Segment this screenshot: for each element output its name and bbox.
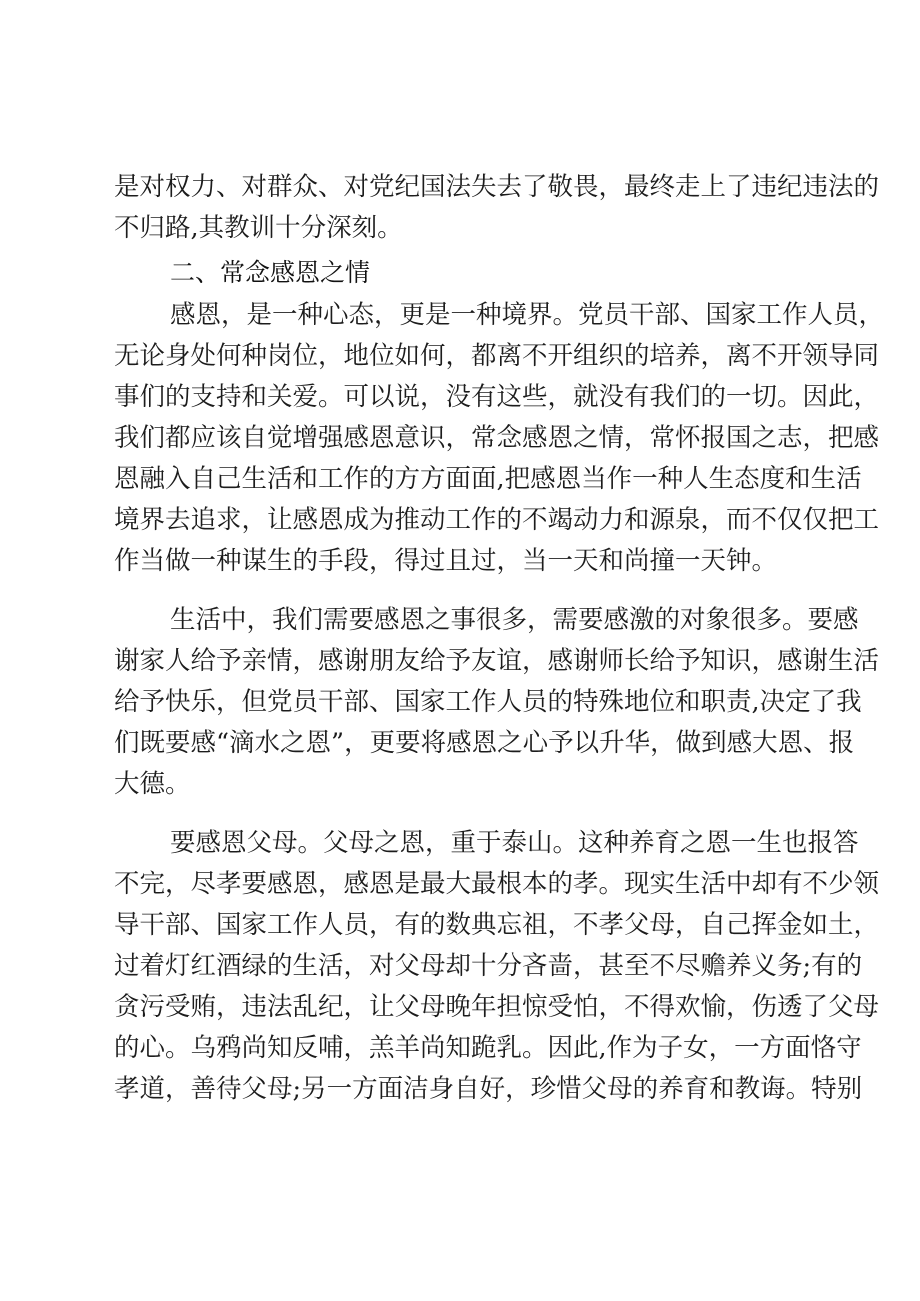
text-line: 导干部、国家工作人员，有的数典忘祖，不孝父母，自己挥金如土，	[114, 910, 880, 940]
text-line: 作当做一种谋生的手段，得过且过，当一天和尚撞一天钟。	[114, 546, 778, 576]
text-line: 贪污受贿，违法乱纪，让父母晚年担惊受怕，不得欢愉，伤透了父母	[114, 992, 880, 1022]
text-line: 谢家人给予亲情，感谢朋友给予友谊，感谢师长给予知识，感谢生活	[114, 646, 880, 676]
section-heading: 二、常念感恩之情	[170, 258, 371, 287]
paragraph-first-line: 生活中，我们需要感恩之事很多，需要感激的对象很多。要感	[170, 605, 859, 635]
text-line: 无论身处何种岗位，地位如何，都离不开组织的培养，离不开领导同	[114, 341, 880, 371]
text-line: 不归路,其教训十分深刻。	[114, 213, 403, 243]
text-line: 事们的支持和关爱。可以说，没有这些，就没有我们的一切。因此，	[114, 382, 880, 412]
paragraph-first-line: 感恩，是一种心态，更是一种境界。党员干部、国家工作人员，	[170, 300, 885, 330]
text-line: 的心。乌鸦尚知反哺，羔羊尚知跪乳。因此,作为子女，一方面恪守	[114, 1033, 862, 1063]
text-line: 孝道，善待父母;另一方面洁身自好，珍惜父母的养育和教诲。特别	[114, 1074, 863, 1104]
text-line: 不完，尽孝要感恩，感恩是最大最根本的孝。现实生活中却有不少领	[114, 869, 880, 899]
text-line: 境界去追求，让感恩成为推动工作的不竭动力和源泉，而不仅仅把工	[114, 505, 880, 535]
text-line: 恩融入自己生活和工作的方方面面,把感恩当作一种人生态度和生活	[114, 464, 862, 494]
paragraph-first-line: 要感恩父母。父母之恩，重于泰山。这种养育之恩一生也报答	[170, 828, 859, 858]
text-line: 是对权力、对群众、对党纪国法失去了敬畏，最终走上了违纪违法的	[114, 172, 880, 202]
text-line: 给予快乐，但党员干部、国家工作人员的特殊地位和职责,决定了我	[114, 687, 862, 717]
text-line: 过着灯红酒绿的生活，对父母却十分吝啬，甚至不尽赡养义务;有的	[114, 951, 863, 981]
text-line: 们既要感“滴水之恩”，更要将感恩之心予以升华，做到感大恩、报	[114, 728, 855, 758]
text-line: 大德。	[114, 769, 191, 799]
text-line: 我们都应该自觉增强感恩意识，常念感恩之情，常怀报国之志，把感	[114, 423, 880, 453]
